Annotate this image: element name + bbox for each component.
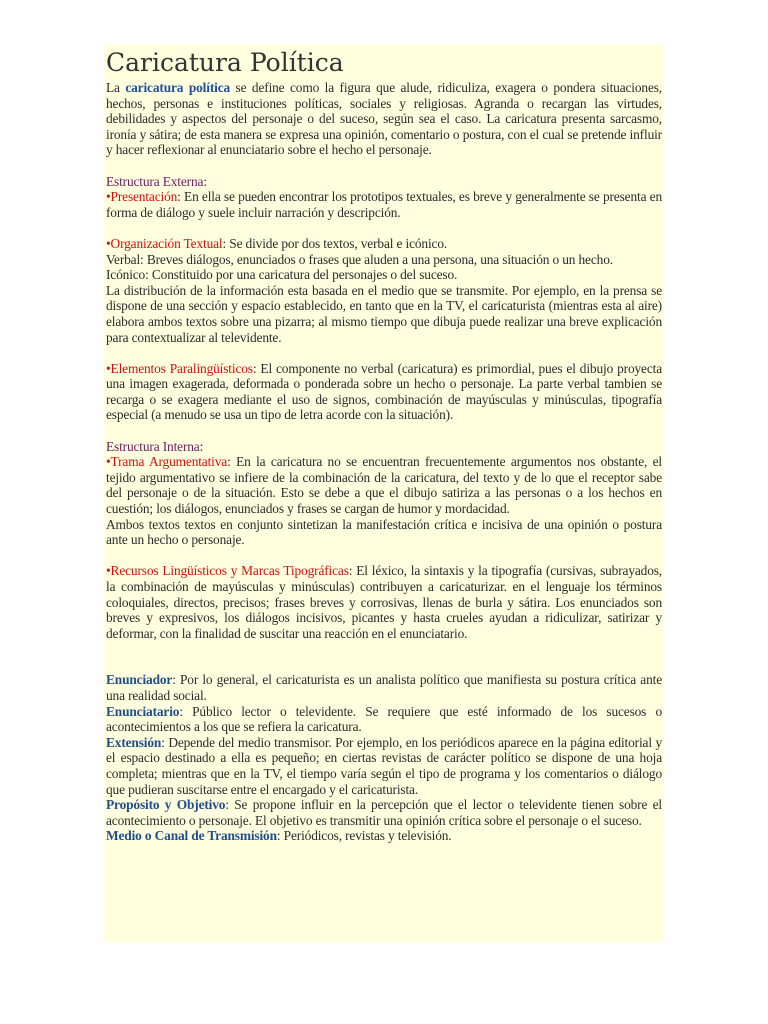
recursos-text: : El léxico, la sintaxis y la tipografía (cursivas, subrayados, la combinación de mayúsculas y minúsculas) contribuyen a caricaturizar. en el lenguaje los términos coloquiales, directos, precisos; frases breves y corrosivas, llenas de burla y sátira. Los enunciados son breves y expresivos, los diálogos incisivos, picantes y hasta crueles ayudan a ridiculizar, satirizar y deformar, con la finalidad de suscitar una reacción en el enunciatario. [106,563,663,641]
trama-paragraph [106,454,662,516]
definition-text: : Depende del medio transmisor. Por ejemplo, en los periódicos aparece en la página editorial y el espacio destinado a ella es pequeño; en ciertas revistas de carácter político se dispone de una hoja completa; mientras que en la TV, el tiempo varía según el tipo de programa y los comentarios o diálogo que pudieran suscitarse entre el encargado y el caricaturista. [106,734,662,797]
presentacion-term: Presentación [110,189,178,205]
iconico-paragraph: Icónico: Constituido por una caricatura del personajes o del suceso. [106,267,458,283]
intro-paragraph [106,80,662,158]
definition-text: : Periódicos, revistas y televisión. [276,828,452,844]
definition-term: Extensión [106,734,162,750]
organizacion-term: Organización Textual [110,235,223,251]
paralinguisticos-text: : El componente no verbal (caricatura) es primordial, pues el dibujo proyecta una imagen exagerada, deformada o ponderada sobre un hecho o personaje. La parte verbal tambien se recarga o se exagera mediante el uso de signos, combinación de mayúsculas y minúsculas, tipografía especial (a menudo se usa un tipo de letra acorde con la situación). [106,360,662,423]
interna-heading-text: Estructura Interna [106,438,200,454]
definition-text: : Se propone influir en la percepción que el lector o televidente tienen sobre el acontecimiento o personaje. El objetivo es transmitir una opinión crítica sobre el personaje o el suceso. [106,797,662,828]
definition-text: : Por lo general, el caricaturista es un analista político que manifiesta su postura crítica ante una realidad social. [106,672,662,703]
trama-term: Trama Argumentativa [110,454,228,470]
bullet-icon: • [106,454,111,470]
paralinguisticos-paragraph [106,361,662,423]
recursos-paragraph [106,563,662,641]
externa-heading-colon: : [203,173,207,189]
presentacion-paragraph [106,189,662,220]
bullet-icon: • [106,235,111,251]
organizacion-text: : Se divide por dos textos, verbal e icónico. [222,235,448,251]
definition-text: : Público lector o televidente. Se requiere que esté informado de los sucesos o acontecimientos a los que se refiera la caricatura. [106,703,662,735]
organizacion-paragraph [106,236,662,252]
interna-heading [106,439,662,455]
externa-heading [106,174,662,190]
definition-term: Propósito y Objetivo [106,797,226,813]
intro-term: caricatura política [125,80,231,95]
interna-heading-colon: : [199,438,204,454]
definition-enunciador [106,672,662,703]
definition-extension [106,735,662,797]
definition-proposito [106,797,662,828]
paralinguisticos-term: Elementos Paralingüísticos [110,360,253,376]
bullet-icon: • [106,563,111,579]
definition-term: Enunciador [106,672,173,688]
definition-term: Medio o Canal de Transmisión [106,828,277,844]
externa-heading-text: Estructura Externa [106,173,204,189]
presentacion-text: : En ella se pueden encontrar los prototipos textuales, es breve y generalmente se presenta en forma de diálogo y suele incluir narración y descripción. [106,189,662,220]
verbal-paragraph: Verbal: Breves diálogos, enunciados o frases que aluden a una persona, una situación o un hecho. [106,251,613,267]
intro-text: se define como la figura que alude, ridiculiza, exagera o pondera situaciones, hechos, personas e instituciones políticas, sociales y religiosas. Agranda o recargan las virtudes, debilidades y aspectos del personaje o del suceso, según sea el caso. La caricatura presenta sarcasmo, ironía y sátira; de esta manera se expresa una opinión, comentario o postura, con el cual se pretende influir y hacer reflexionar al enunciatario sobre el hecho el personaje. [106,80,662,158]
document-page [103,44,664,942]
bullet-icon: • [106,189,111,205]
ambos-paragraph: Ambos textos textos en conjunto sintetizan la manifestación crítica e incisiva de una opinión o postura ante un hecho o personaje. [106,516,662,548]
distribucion-paragraph: La distribución de la información esta basada en el medio que se transmite. Por ejemplo, en la prensa se dispone de una sección y espacio establecido, en tanto que en la TV, el caricaturista (mientras esta al aire) elabora ambos textos sobre una pizarra; al mismo tiempo que dibuja puede realizar una breve explicación para contextualizar al televidente. [106,282,662,345]
trama-text: : En la caricatura no se encuentran frecuentemente argumentos nos obstante, el tejido argumentativo se infiere de la combinación de la caricatura, del texto y de lo que el receptor sabe del personaje o de la situación. Esto se debe a que el dibujo satiriza a las personas o a los hechos en cuestión; los diálogos, enunciados y frases se cargan de humor y mordacidad. [106,454,662,517]
definition-term: Enunciatario [106,703,180,719]
recursos-term: Recursos Lingüísticos y Marcas Tipográficas [110,563,349,579]
bullet-icon: • [106,360,111,376]
intro-lead: La [106,80,126,95]
definition-medio [106,828,662,844]
page-title: Caricatura Política [106,48,344,77]
definition-enunciatario [106,704,662,735]
